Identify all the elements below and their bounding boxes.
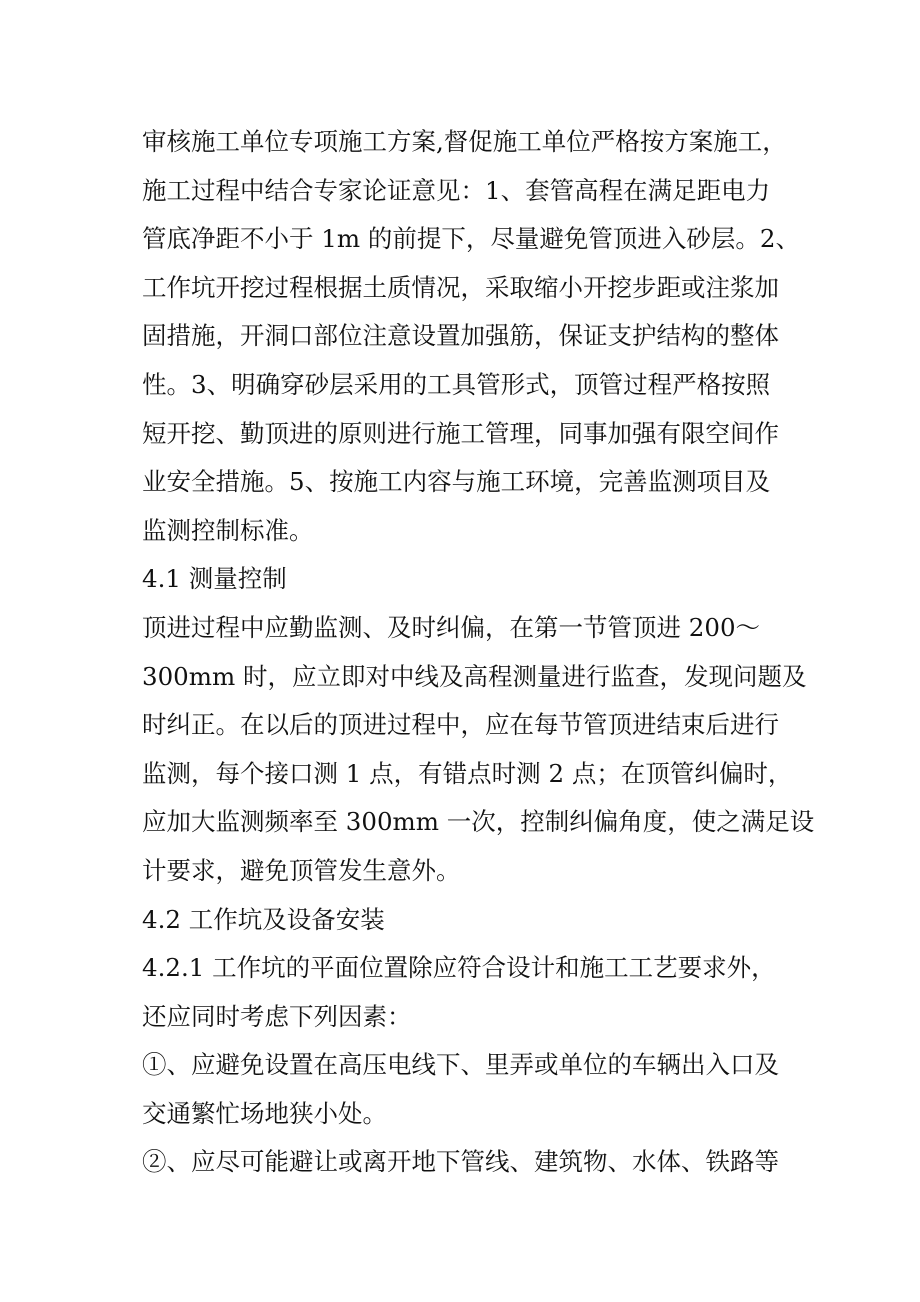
- text-line: 应加大监测频率至 300mm 一次，控制纠偏角度，使之满足设: [142, 807, 815, 837]
- document-body: [142, 118, 832, 1187]
- list-item-2: ②、应尽可能避让或离开地下管线、建筑物、水体、铁路等: [142, 1147, 779, 1177]
- text-line: 审核施工单位专项施工方案,督促施工单位严格按方案施工，: [142, 127, 787, 156]
- text-line: 计要求，避免顶管发生意外。: [142, 855, 461, 885]
- text-line: 工作坑开挖过程根据土质情况，采取缩小开挖步距或注浆加: [142, 272, 779, 302]
- text-line: 交通繁忙场地狭小处。: [142, 1098, 387, 1128]
- section-heading-4-1: 4.1 测量控制: [142, 564, 287, 594]
- text-line: 业安全措施。5、按施工内容与施工环境，完善监测项目及: [142, 467, 771, 497]
- text-line: 300mm 时，应立即对中线及高程测量进行监查，发现问题及: [142, 661, 807, 691]
- text-line: 固措施，开洞口部位注意设置加强筋，保证支护结构的整体: [142, 321, 779, 351]
- text-line: 时纠正。在以后的顶进过程中，应在每节管顶进结束后进行: [142, 710, 779, 740]
- text-line: 还应同时考虑下列因素：: [142, 1001, 412, 1031]
- text-line: 监测，每个接口测 1 点，有错点时测 2 点；在顶管纠偏时，: [142, 758, 793, 788]
- text-line: 短开挖、勤顶进的原则进行施工管理，同事加强有限空间作: [142, 418, 779, 448]
- list-item-1: ①、应避免设置在高压电线下、里弄或单位的车辆出入口及: [142, 1050, 779, 1080]
- subsection-line-4-2-1: 4.2.1 工作坑的平面位置除应符合设计和施工工艺要求外，: [142, 953, 776, 983]
- text-line: 管底净距不小于 1m 的前提下，尽量避免管顶进入砂层。2、: [142, 224, 800, 254]
- text-line: 性。3、明确穿砂层采用的工具管形式，顶管过程严格按照: [142, 369, 771, 399]
- text-line: 顶进过程中应勤监测、及时纠偏，在第一节管顶进 200～: [142, 612, 761, 642]
- section-heading-4-2: 4.2 工作坑及设备安装: [142, 904, 385, 934]
- text-line: 监测控制标准。: [142, 515, 314, 545]
- text-line: 施工过程中结合专家论证意见：1、套管高程在满足距电力: [142, 175, 771, 205]
